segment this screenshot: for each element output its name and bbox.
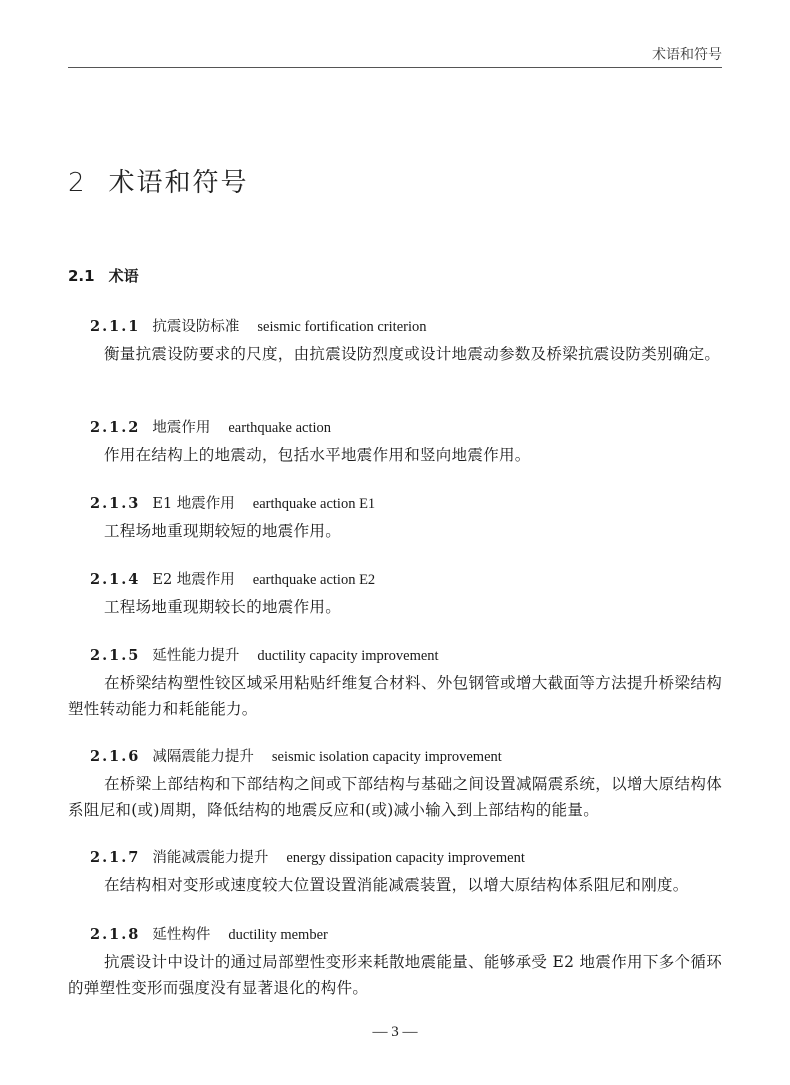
term-heading [68,644,722,668]
term-definition: 抗震设计中设计的通过局部塑性变形来耗散地震能量、能够承受 E2 地震作用下多个循环的弹塑性变形而强度没有显著退化的构件。 [68,953,722,997]
term-entry [68,644,722,722]
term-number: 2.1.5 [90,647,141,664]
term-english-name: ductility capacity improvement [257,648,439,664]
term-chinese-name: E2 地震作用 [152,572,235,588]
term-english-name: seismic fortification criterion [257,319,427,335]
chapter-title-text: 术语和符号 [108,168,249,198]
running-header: 术语和符号 [652,47,722,63]
header-rule [68,67,722,68]
term-chinese-name: 延性构件 [152,927,211,943]
term-definition: 衡量抗震设防要求的尺度，由抗震设防烈度或设计地震动参数及桥梁抗震设防类别确定。 [104,345,721,363]
term-number: 2.1.1 [90,318,141,335]
term-heading [68,492,722,516]
term-chinese-name: E1 地震作用 [152,496,235,512]
term-chinese-name: 消能减震能力提升 [152,850,269,866]
term-number: 2.1.3 [90,495,141,512]
term-entry [68,416,722,468]
chapter-number: 2 [68,168,87,198]
term-english-name: earthquake action E1 [252,496,376,512]
term-definition: 工程场地重现期较短的地震作用。 [104,522,342,540]
section-heading [68,265,139,286]
term-number: 2.1.7 [90,849,141,866]
term-english-name: seismic isolation capacity improvement [271,749,502,765]
term-chinese-name: 抗震设防标准 [152,319,240,335]
term-chinese-name: 减隔震能力提升 [152,749,254,765]
term-definition: 在桥梁结构塑性铰区域采用粘贴纤维复合材料、外包钢管或增大截面等方法提升桥梁结构塑性转动能力和耗能能力。 [68,674,722,718]
term-number: 2.1.2 [90,419,141,436]
term-definition: 在结构相对变形或速度较大位置设置消能减震装置，以增大原结构体系阻尼和刚度。 [104,876,689,894]
term-entry [68,923,722,1001]
term-heading [68,745,722,769]
term-heading [68,416,722,440]
term-heading [68,568,722,592]
page-number: — 3 — [372,1024,418,1040]
term-heading [68,315,722,339]
term-english-name: energy dissipation capacity improvement [286,850,525,866]
term-english-name: earthquake action E2 [252,572,376,588]
term-entry [68,315,722,367]
term-definition: 工程场地重现期较长的地震作用。 [104,598,342,616]
term-definition: 在桥梁上部结构和下部结构之间或下部结构与基础之间设置减隔震系统，以增大原结构体系阻尼和(或)周期，降低结构的地震反应和(或)减小输入到上部结构的能量。 [68,775,722,819]
term-number: 2.1.6 [90,748,141,765]
section-title-text: 术语 [108,267,139,285]
section-number: 2.1 [68,267,95,285]
term-entry [68,745,722,823]
chapter-title [68,162,249,199]
term-entry [68,568,722,620]
term-definition: 作用在结构上的地震动，包括水平地震作用和竖向地震作用。 [104,446,531,464]
term-entry [68,492,722,544]
term-entry [68,846,722,898]
term-heading [68,923,722,947]
term-heading [68,846,722,870]
term-english-name: earthquake action [228,420,332,436]
term-number: 2.1.4 [90,571,141,588]
term-english-name: ductility member [228,927,328,943]
term-chinese-name: 地震作用 [152,420,211,436]
term-number: 2.1.8 [90,926,141,943]
term-chinese-name: 延性能力提升 [152,648,240,664]
